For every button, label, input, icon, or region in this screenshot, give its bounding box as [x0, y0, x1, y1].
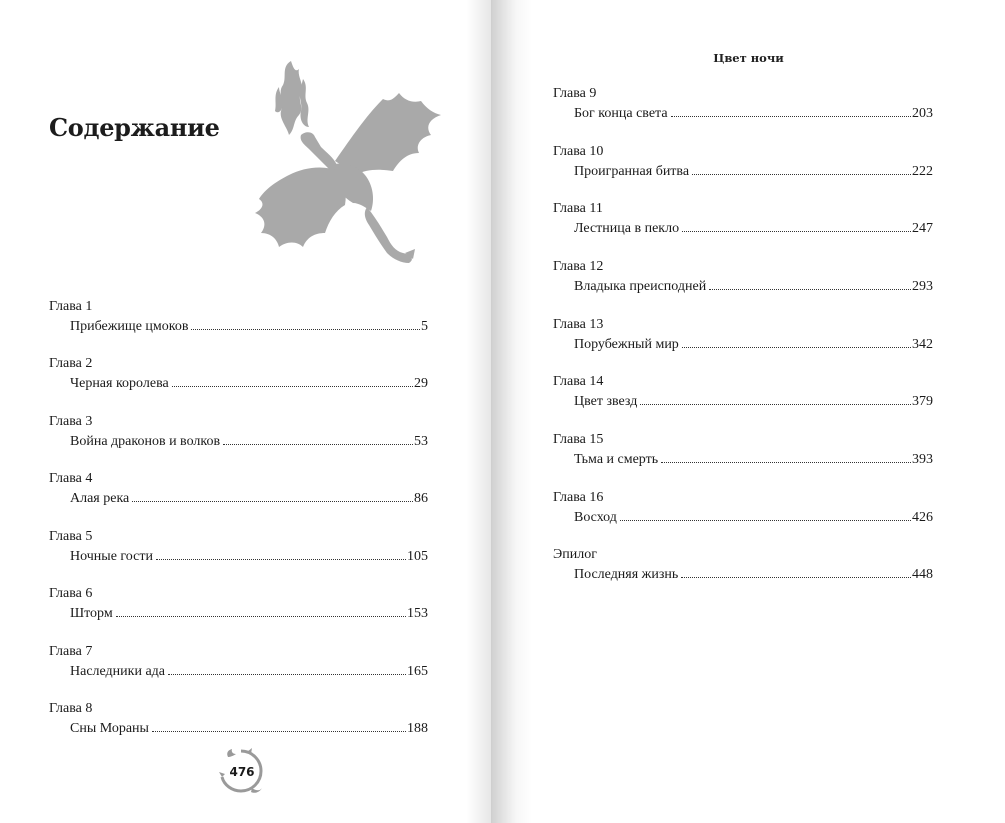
page-ref: 5 [421, 319, 428, 334]
chapter-label: Глава 10 [553, 144, 604, 159]
chapter-title: Цвет звезд [574, 394, 638, 409]
toc-entry-chapter-5[interactable] [49, 527, 428, 567]
toc-entry-epilogue[interactable] [553, 545, 933, 585]
chapter-title: Лестница в пекло [574, 221, 680, 236]
chapter-title: Черная королева [70, 376, 169, 391]
chapter-title: Наследники ада [70, 664, 166, 679]
chapter-label: Глава 13 [553, 317, 604, 332]
dot-leader [692, 174, 911, 175]
dot-leader [152, 731, 406, 732]
right-page [492, 0, 1005, 823]
chapter-title: Владыка преисподней [574, 279, 707, 294]
chapter-label: Глава 6 [49, 586, 93, 601]
chapter-title: Прибежище цмоков [70, 319, 189, 334]
toc-entry-chapter-12[interactable] [553, 257, 933, 297]
toc-entry-chapter-7[interactable] [49, 642, 428, 682]
chapter-label: Глава 7 [49, 644, 93, 659]
dragon-page-badge-icon [218, 748, 264, 794]
dragon-illustration-icon [243, 57, 465, 265]
dot-leader [116, 616, 406, 617]
toc-entry-chapter-1[interactable] [49, 297, 428, 337]
chapter-label: Глава 9 [553, 86, 597, 101]
page-ref: 29 [414, 376, 428, 391]
toc-entry-chapter-14[interactable] [553, 372, 933, 412]
chapter-title: Восход [574, 510, 617, 525]
chapter-label: Глава 3 [49, 414, 93, 429]
toc-entry-chapter-9[interactable] [553, 84, 933, 124]
toc-entry-chapter-15[interactable] [553, 430, 933, 470]
toc-title: Содержание [49, 113, 220, 142]
gutter-shadow-left [466, 0, 492, 823]
toc-entry-chapter-4[interactable] [49, 469, 428, 509]
page-number: 476 [229, 765, 255, 779]
chapter-label: Глава 8 [49, 701, 93, 716]
toc-entry-chapter-16[interactable] [553, 488, 933, 528]
dot-leader [709, 289, 911, 290]
dot-leader [223, 444, 413, 445]
page-ref: 165 [407, 664, 428, 679]
dot-leader [661, 462, 911, 463]
chapter-title: Алая река [70, 491, 130, 506]
page-ref: 426 [912, 510, 933, 525]
chapter-label: Глава 2 [49, 356, 93, 371]
gutter-shadow-right [492, 0, 532, 823]
chapter-label: Глава 12 [553, 259, 604, 274]
dot-leader [640, 404, 911, 405]
chapter-title: Ночные гости [70, 549, 153, 564]
dot-leader [682, 347, 911, 348]
chapter-label: Глава 4 [49, 471, 93, 486]
dot-leader [132, 501, 413, 502]
dot-leader [168, 674, 406, 675]
toc-entry-chapter-3[interactable] [49, 412, 428, 452]
toc-entry-chapter-10[interactable] [553, 142, 933, 182]
page-ref: 153 [407, 606, 428, 621]
chapter-title: Последняя жизнь [574, 567, 679, 582]
page-ref: 448 [912, 567, 933, 582]
toc-entry-chapter-8[interactable] [49, 699, 428, 739]
dot-leader [671, 116, 911, 117]
chapter-title: Порубежный мир [574, 337, 679, 352]
page-ref: 86 [414, 491, 428, 506]
chapter-label: Эпилог [553, 547, 597, 562]
chapter-title: Тьма и смерть [574, 452, 659, 467]
page-ref: 379 [912, 394, 933, 409]
page-ref: 342 [912, 337, 933, 352]
toc-entry-chapter-2[interactable] [49, 354, 428, 394]
chapter-label: Глава 14 [553, 374, 604, 389]
page-ref: 247 [912, 221, 933, 236]
chapter-title: Бог конца света [574, 106, 668, 121]
toc-entry-chapter-11[interactable] [553, 199, 933, 239]
page-ref: 53 [414, 434, 428, 449]
chapter-title: Шторм [70, 606, 113, 621]
dot-leader [191, 329, 420, 330]
page-ref: 222 [912, 164, 933, 179]
running-head: Цвет ночи [713, 51, 784, 65]
chapter-label: Глава 15 [553, 432, 604, 447]
chapter-title: Сны Мораны [70, 721, 149, 736]
page-ref: 203 [912, 106, 933, 121]
page-ref: 188 [407, 721, 428, 736]
dot-leader [620, 520, 911, 521]
dot-leader [681, 577, 911, 578]
chapter-title: Проигранная битва [574, 164, 690, 179]
page-ref: 393 [912, 452, 933, 467]
page-ref: 293 [912, 279, 933, 294]
dot-leader [172, 386, 413, 387]
toc-entry-chapter-13[interactable] [553, 315, 933, 355]
chapter-label: Глава 11 [553, 201, 603, 216]
dot-leader [682, 231, 911, 232]
left-page [0, 0, 492, 823]
chapter-label: Глава 5 [49, 529, 93, 544]
page-ref: 105 [407, 549, 428, 564]
dot-leader [156, 559, 406, 560]
chapter-label: Глава 1 [49, 299, 93, 314]
chapter-label: Глава 16 [553, 490, 604, 505]
toc-entry-chapter-6[interactable] [49, 584, 428, 624]
chapter-title: Война драконов и волков [70, 434, 221, 449]
